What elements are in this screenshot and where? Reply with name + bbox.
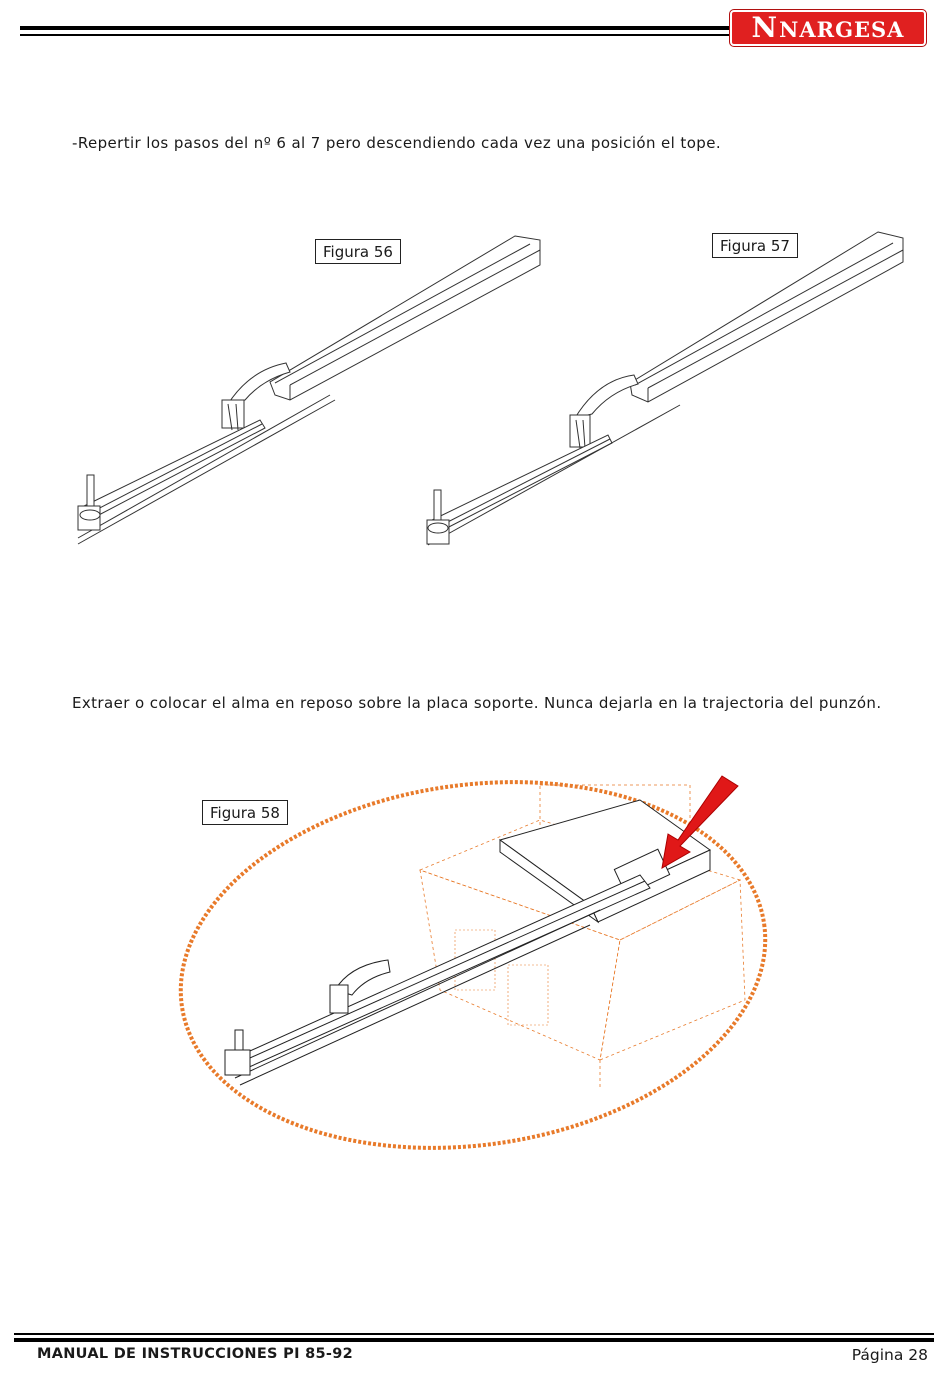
figure-58-label: Figura 58: [202, 800, 288, 825]
figure-56-drawing: [78, 236, 540, 544]
footer-rule-thick: [14, 1338, 934, 1342]
logo-text: NARGESA: [779, 17, 905, 42]
instruction-paragraph-2: Extraer o colocar el alma en reposo sobre la placa soporte. Nunca dejarla en la trajectoria del punzón.: [72, 694, 882, 712]
instruction-paragraph-1: -Repertir los pasos del nº 6 al 7 pero descendiendo cada vez una posición el tope.: [72, 134, 721, 152]
figure-56-label: Figura 56: [315, 239, 401, 264]
page-number: Página 28: [851, 1346, 928, 1364]
manual-title: MANUAL DE INSTRUCCIONES PI 85-92: [37, 1346, 353, 1362]
figure-57-label: Figura 57: [712, 233, 798, 258]
logo-letter: N: [751, 11, 778, 44]
footer-rule-thin: [14, 1333, 934, 1335]
